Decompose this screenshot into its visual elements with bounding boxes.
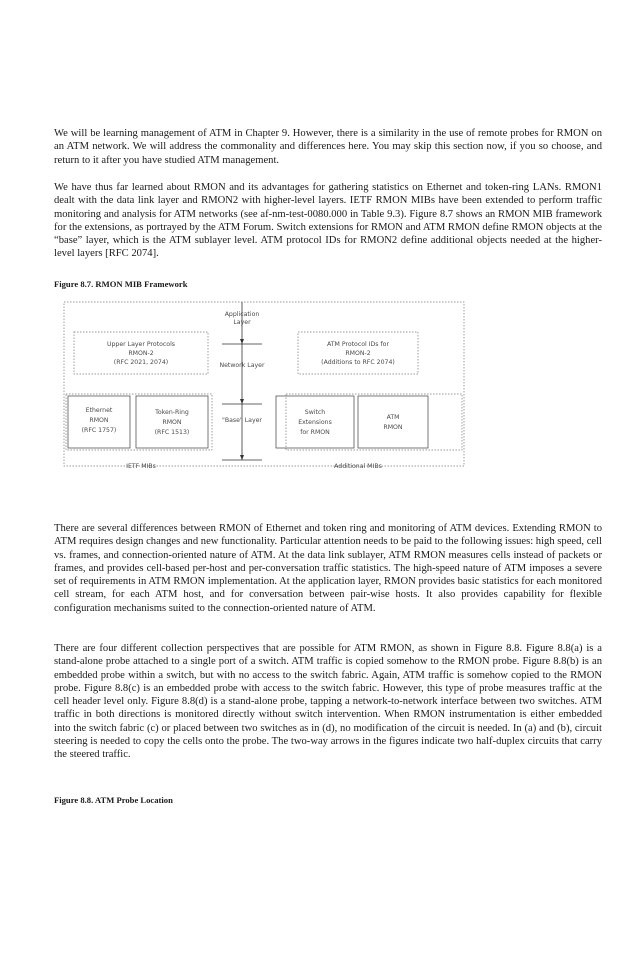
for-rmon-label: for RMON <box>300 429 330 436</box>
ethernet-label: Ethernet <box>85 407 113 414</box>
base-layer-label: "Base" Layer <box>222 417 262 424</box>
figure-8-7-caption: Figure 8.7. RMON MIB Framework <box>54 279 188 289</box>
application-layer-label-2: Layer <box>233 319 251 326</box>
upper-layer-rfc-label: (RFC 2021, 2074) <box>113 359 169 366</box>
paragraph-collection-perspectives: There are four different collection perspectives that are possible for ATM RMON, as shown in Figure 8.8. Figure 8.8(a) is a stand-alone probe attached to a single port of a switch. ATM traffic is copied somehow to the RMON probe. Figure 8.8(b) is an embedded probe within a switch, but with no access to the switch fabric. Again, ATM traffic is somehow copied to the RMON probe. Figure 8.8(c) is an embedded probe with access to the switch fabric. However, this type of probe measures traffic at the cell header level only. Figure 8.8(d) is a stand-alone probe, tapping a network-to-network interface between two switches. ATM traffic in both directions is monitored directly without switch intervention. When RMON instrumentation is either embedded into the switch fabric (c) or placed between two switches as in (d), no modification of the circuit is needed. In (a) and (b), circuit steering is needed to copy the cells onto the probe. The two-way arrows in the figures indicate two half-duplex circuits that carry the steered traffic. <box>54 643 602 761</box>
arrow-to-bottom <box>240 455 244 460</box>
rmon-mib-framework-diagram <box>58 298 470 480</box>
ethernet-rmon-label: RMON <box>89 417 109 424</box>
arrow-to-base-layer <box>240 399 244 404</box>
atm-protocol-additions-label: (Additions to RFC 2074) <box>321 359 395 366</box>
extensions-label: Extensions <box>298 419 332 426</box>
atm-protocol-rmon2-label: RMON-2 <box>345 350 371 357</box>
atm-rmon-box <box>358 396 428 448</box>
network-layer-label: Network Layer <box>219 362 265 369</box>
paragraph-rmon-differences: There are several differences between RMON of Ethernet and token ring and monitoring of ATM devices. Extending RMON to ATM requires design changes and new functionality. Particular attention needs to be paid to the following issues: high speed, cell vs. frames, and connection-oriented nature of ATM. At the data link sublayer, ATM RMON measures cells instead of packets or frames, and provides cell-based per-host and per-conversation traffic statistics. The high-speed nature of ATM imposes a severe set of requirements in ATM RMON implementation. At the application layer, RMON provides basic statistics for each monitored cell stream, for each ATM host, and for conversation between pair-wise hosts. It also provides capability for flexible configuration mechanisms suited to the connection-oriented nature of ATM. <box>54 523 602 614</box>
switch-label: Switch <box>304 409 326 416</box>
arrow-to-network-layer <box>240 339 244 344</box>
ietf-mibs-label: IETF MIBs <box>126 463 156 470</box>
upper-layer-rmon2-label: RMON-2 <box>128 350 154 357</box>
application-layer-label: Application <box>224 311 260 318</box>
ethernet-rfc-label: (RFC 1757) <box>81 427 117 434</box>
atm-label: ATM <box>386 414 400 421</box>
paragraph-atm-intro: We will be learning management of ATM in Chapter 9. However, there is a similarity in the use of remote probes for RMON on an ATM network. We will address the commonality and differences here. You may skip this section now, if you so choose, and return to it after you have studied ATM management. <box>54 128 602 166</box>
token-ring-label: Token-Ring <box>155 409 189 416</box>
ietf-mibs-frame <box>64 302 464 466</box>
figure-8-8-caption: Figure 8.8. ATM Probe Location <box>54 795 173 805</box>
token-ring-rfc-label: (RFC 1513) <box>154 429 190 436</box>
upper-layer-protocols-label: Upper Layer Protocols <box>106 341 176 348</box>
token-ring-rmon-label: RMON <box>162 419 182 426</box>
paragraph-rmon-atm-extension: We have thus far learned about RMON and its advantages for gathering statistics on Ethernet and token-ring LANs. RMON1 dealt with the data link layer and RMON2 with higher-level layers. IETF RMON MIBs have been extended to perform traffic monitoring and analysis for ATM networks (see af-nm-test-0080.000 in Table 9.3). Figure 8.7 shows an RMON MIB framework for the extensions, as portrayed by the ATM Forum. Switch extensions for RMON and ATM RMON define RMON objects at the “base” layer, which is the ATM sublayer level. ATM protocol IDs for RMON2 define additional objects needed at the higher-level layers [RFC 2074]. <box>54 182 602 260</box>
atm-rmon-label: RMON <box>383 424 403 431</box>
rmon1-frame <box>66 394 212 450</box>
atm-protocol-ids-label: ATM Protocol IDs for <box>326 341 390 348</box>
additional-mibs-label: Additional MIBs <box>334 463 382 470</box>
